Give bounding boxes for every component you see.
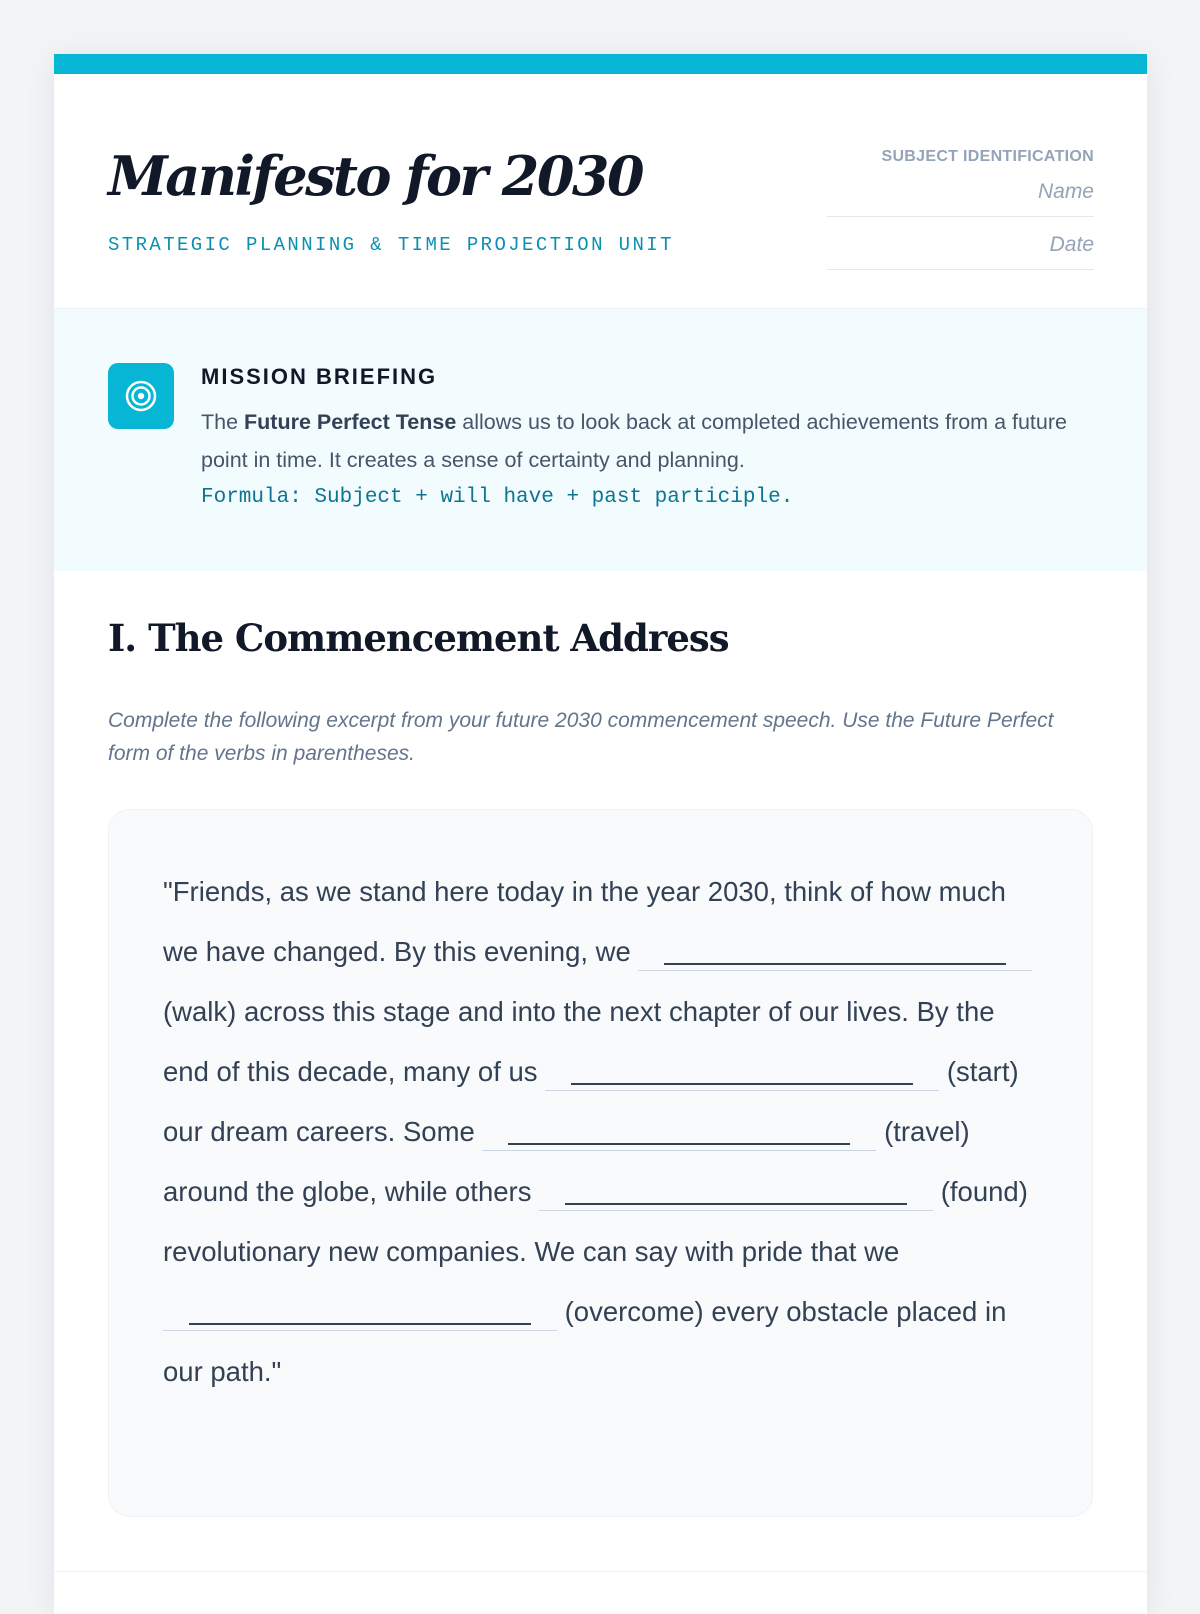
section-instructions: Complete the following excerpt from your future 2030 commencement speech. Use the Future Perfect form of the verbs in parentheses. [108, 709, 1054, 765]
mission-briefing [54, 309, 1147, 571]
blank-travel[interactable] [482, 1110, 876, 1151]
date-field[interactable]: Date [827, 231, 1094, 270]
tense-name: Future Perfect Tense [244, 410, 457, 434]
blank-found[interactable] [539, 1170, 933, 1211]
briefing-body [201, 363, 1081, 517]
briefing-text: The Future Perfect Tense allows us to look back at completed achievements from a future point in time. It creates a sense of certainty and planning. [201, 410, 1067, 472]
section-divider [54, 1571, 1147, 1572]
briefing-title: MISSION BRIEFING [201, 364, 438, 389]
briefing-formula: Formula: Subject + will have + past participle. [201, 486, 794, 509]
page-subtitle: STRATEGIC PLANNING & TIME PROJECTION UNIT [108, 234, 674, 256]
blank-start[interactable] [545, 1050, 939, 1091]
target-icon [108, 363, 174, 429]
accent-bar [54, 54, 1147, 74]
subject-identification [827, 148, 1094, 270]
speech-card [108, 809, 1093, 1517]
blank-overcome[interactable] [163, 1290, 557, 1331]
section-title: I. The Commencement Address [108, 616, 729, 660]
name-field[interactable]: Name [827, 178, 1094, 217]
speech-excerpt: "Friends, as we stand here today in the year 2030, think of how much we have changed. By this evening, we (walk) across this stage and into the next chapter of our lives. By the end of this decade, many of us (start) our dream careers. Some (travel) around the globe, while others (found) revolutionary new companies. We can say with pride that we (overcome) every obstacle placed in our path." [163, 862, 1040, 1402]
worksheet-header [54, 74, 1147, 309]
page-title: Manifesto for 2030 [108, 144, 643, 208]
identification-label: SUBJECT IDENTIFICATION [881, 148, 1094, 165]
worksheet [54, 54, 1147, 1614]
blank-walk[interactable] [638, 930, 1032, 971]
